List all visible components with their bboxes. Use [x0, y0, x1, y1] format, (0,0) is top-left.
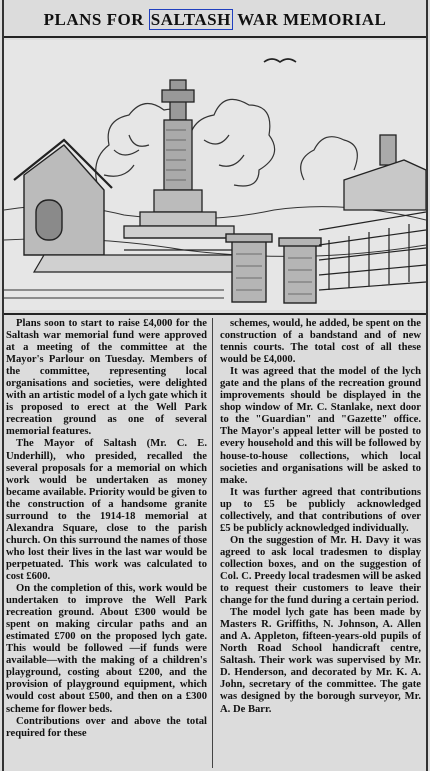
- left-paragraph-3: On the completion of this, work would be undertaken to improve the Well Park recreation ground. About £300 would be spent on making circular paths and an estimated £700 on the proposed lych gate. This would be followed —if funds were available—with the making of a children's playground, costing about £200, and the provision of playground equipment, which would cost about £500, and then on a £300 scheme for flower beds.: [6, 583, 207, 715]
- right-paragraph-2: It was agreed that the model of the lych gate and the plans of the recreation ground improvements should be displayed in the shop window of Mr. C. Stanlake, next door to the "Guardian" and "Gazette" office. The Mayor's appeal letter will be posted to every household and this will be followed by house-to-house collections, which local societies and organisations will be asked to make.: [220, 366, 421, 486]
- right-paragraph-4: On the suggestion of Mr. H. Davy it was agreed to ask local tradesmen to display collection boxes, and on the suggestion of Col. C. Preedy local tradesmen will be asked to request their customers to leave their change for the fund during a certain period.: [220, 534, 421, 607]
- clipping-right-border: [426, 0, 428, 771]
- right-paragraph-3: It was further agreed that contributions up to £5 be publicly acknowledged collectively, and that contributions of over £5 be publicly acknowledged individually.: [220, 486, 421, 534]
- left-paragraph-4: Contributions over and above the total required for these: [6, 715, 207, 739]
- headline-before: PLANS FOR: [43, 10, 149, 29]
- top-rule: [4, 36, 426, 38]
- left-paragraph-2: The Mayor of Saltash (Mr. C. E. Underhill), who presided, recalled the several proposals for a memorial on which work would be undertaken as money became available. Priority would be given to the construction of a handsome granite surround to the 1914-18 memorial at Alexandra Square, close to the parish church. On this surround the names of those who lost their lives in the last war would be perpetuated. This work was calculated to cost £600.: [6, 438, 207, 582]
- headline-highlight: SALTASH: [150, 10, 231, 29]
- illustration-bottom-rule: [4, 313, 426, 315]
- right-paragraph-1: schemes, would, he added, be spent on the construction of a bandstand and of new tennis courts. The total cost of all these would be £4,000.: [220, 318, 421, 366]
- headline: [20, 10, 410, 30]
- lych-gate-memorial-sketch-icon: [4, 40, 426, 310]
- right-paragraph-5: The model lych gate has been made by Masters R. Griffiths, N. Johnson, A. Allen and A. Appleton, fifteen-years-old pupils of North Road School handicraft centre, Saltash. Their work was supervised by Mr. D. Henderson, and decorated by Mr. K. A. John, secretary of the committee. The gate was designed by the borough surveyor, Mr. A. De Barr.: [220, 607, 421, 715]
- article-column-left: [6, 318, 207, 770]
- left-paragraph-1: Plans soon to start to raise £4,000 for the Saltash war memorial fund were approved at a meeting of the committee at the Mayor's Parlour on Tuesday. Members of the committee, representing local organisations and societies, were delighted with an artistic model of a lych gate which it is proposed to erect at the Well Park recreation ground as one of several memorial features.: [6, 318, 207, 438]
- headline-after: WAR MEMORIAL: [232, 10, 387, 29]
- column-divider: [212, 318, 213, 768]
- article-column-right: [220, 318, 421, 770]
